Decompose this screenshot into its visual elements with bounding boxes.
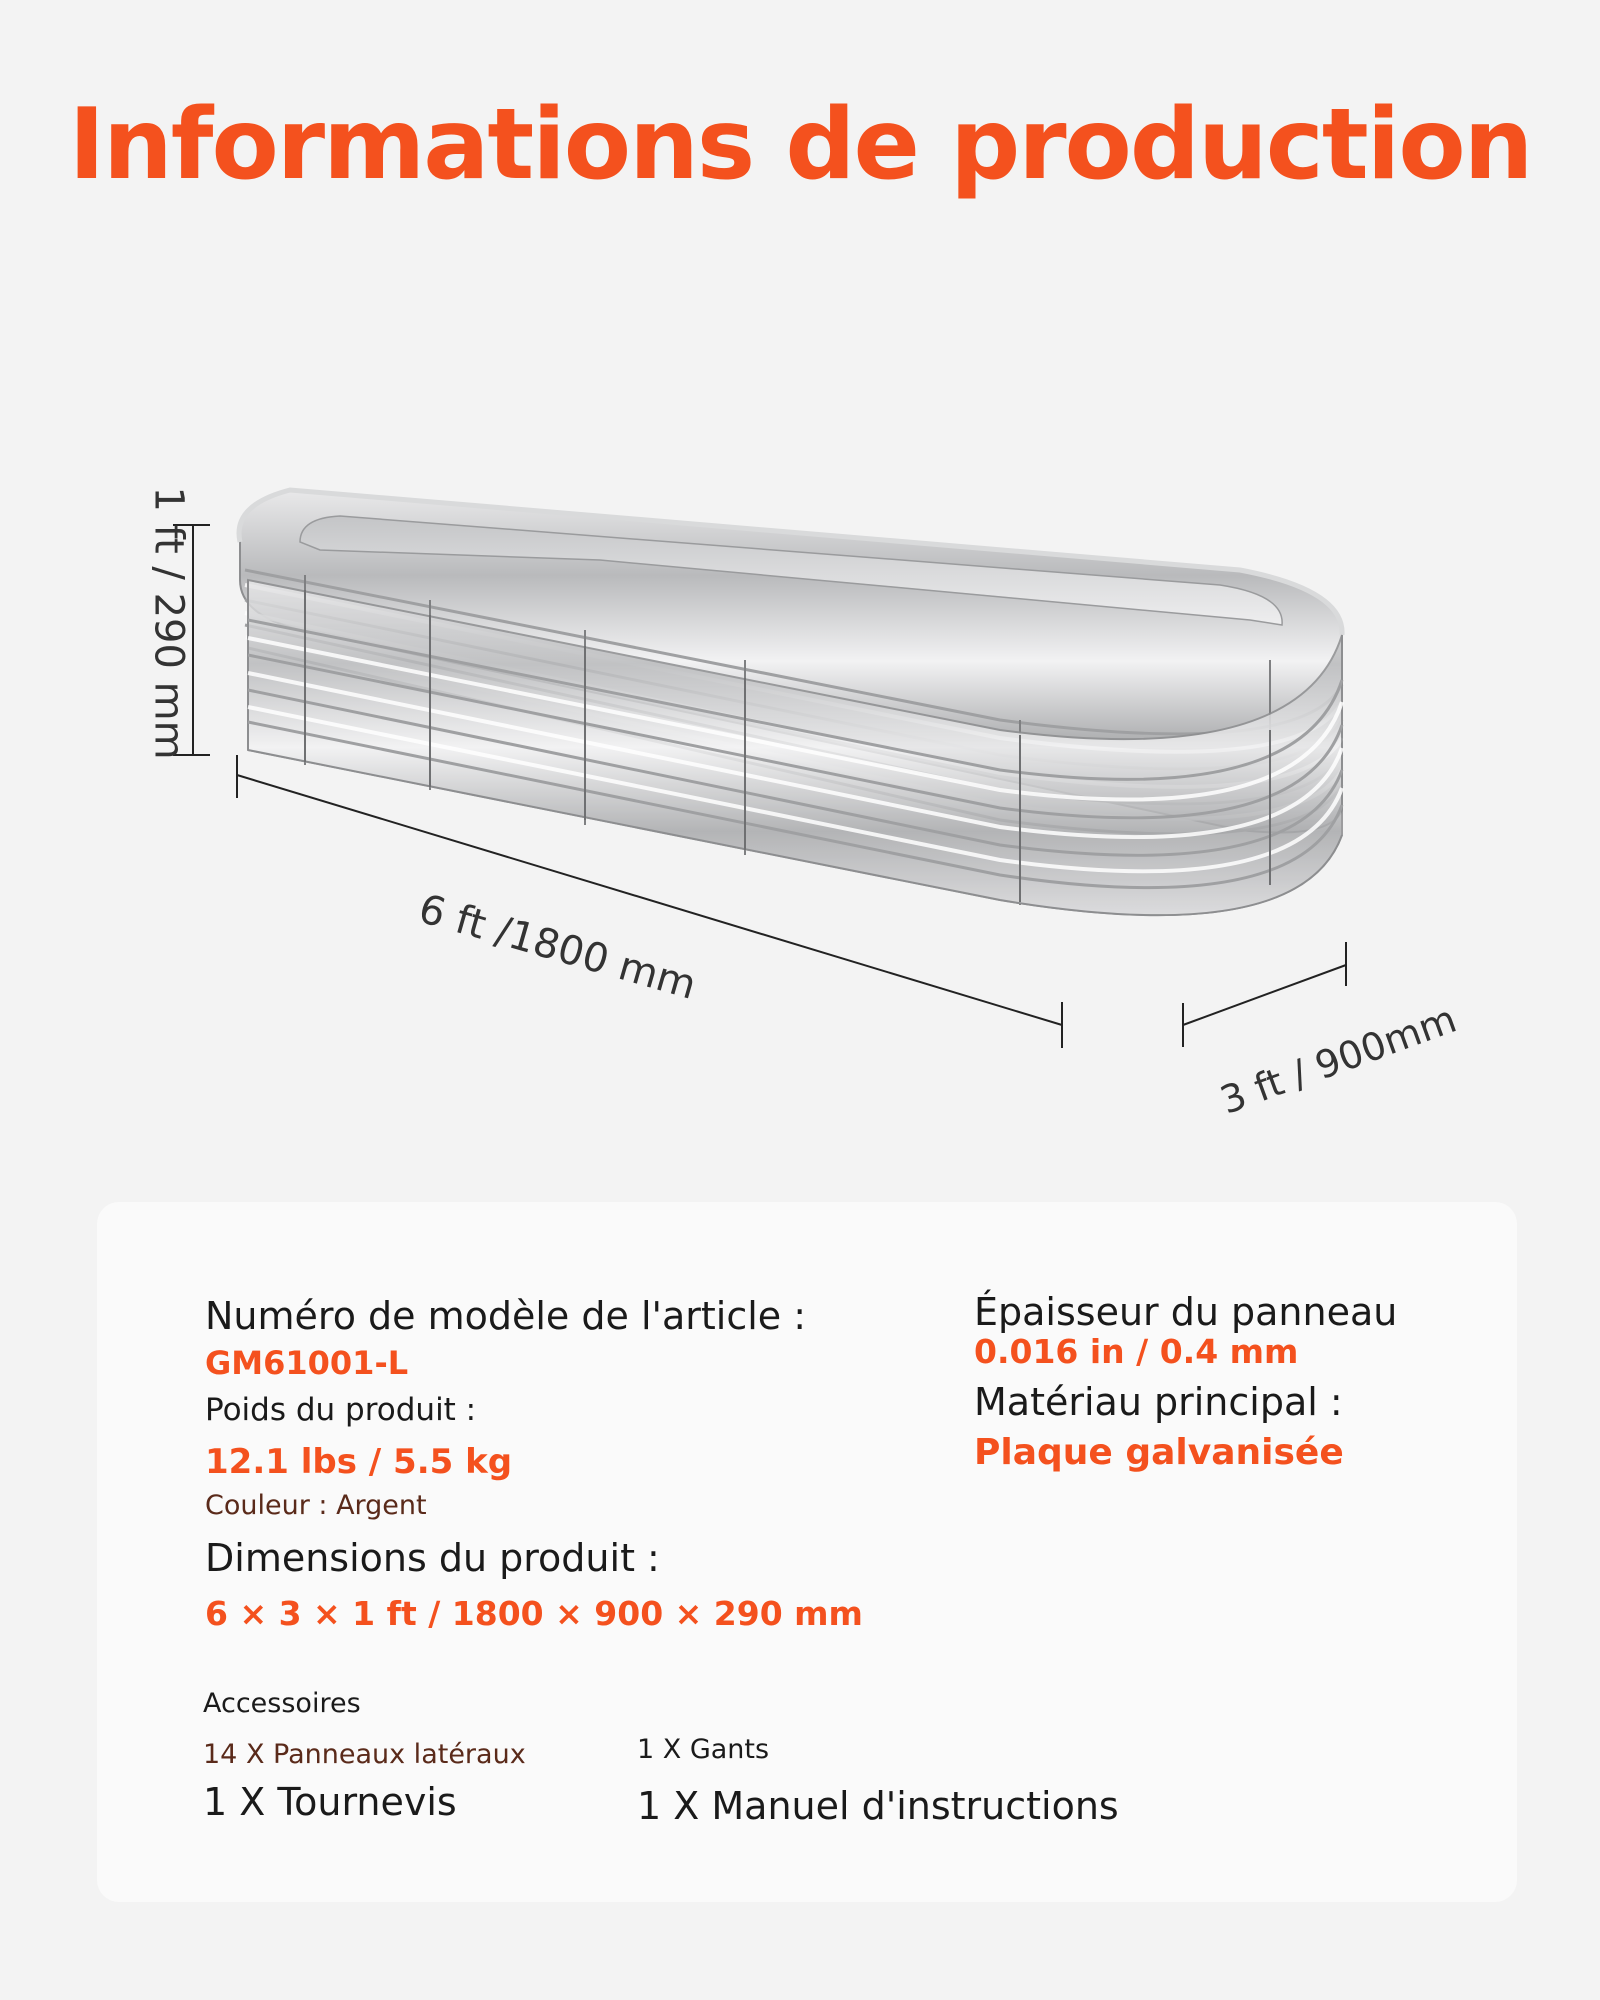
accessory-item: 14 X Panneaux latéraux (203, 1739, 526, 1770)
accessory-item: 1 X Gants (637, 1734, 770, 1765)
thickness-value: 0.016 in / 0.4 mm (974, 1332, 1299, 1371)
product-diagram (0, 430, 1600, 1150)
thickness-label: Épaisseur du panneau (974, 1290, 1398, 1334)
accessory-item: 1 X Manuel d'instructions (637, 1784, 1119, 1828)
material-value: Plaque galvanisée (974, 1432, 1344, 1473)
width-dimension-label: 3 ft / 900mm (1214, 996, 1462, 1123)
page-title: Informations de production (68, 88, 1532, 202)
accessory-item: 1 X Tournevis (203, 1780, 457, 1824)
dimensions-value: 6 × 3 × 1 ft / 1800 × 900 × 290 mm (205, 1594, 863, 1633)
material-label: Matériau principal : (974, 1380, 1343, 1424)
height-dimension-label: 1 ft / 290 mm (145, 486, 192, 760)
weight-value: 12.1 lbs / 5.5 kg (205, 1442, 513, 1482)
dimensions-label: Dimensions du produit : (205, 1536, 660, 1580)
model-value: GM61001-L (205, 1344, 409, 1382)
spec-card (97, 1202, 1517, 1902)
color-text: Couleur : Argent (205, 1490, 427, 1521)
length-dimension-label: 6 ft /1800 mm (413, 885, 702, 1009)
model-label: Numéro de modèle de l'article : (205, 1294, 807, 1338)
weight-label: Poids du produit : (205, 1392, 477, 1428)
accessories-heading: Accessoires (203, 1688, 361, 1719)
